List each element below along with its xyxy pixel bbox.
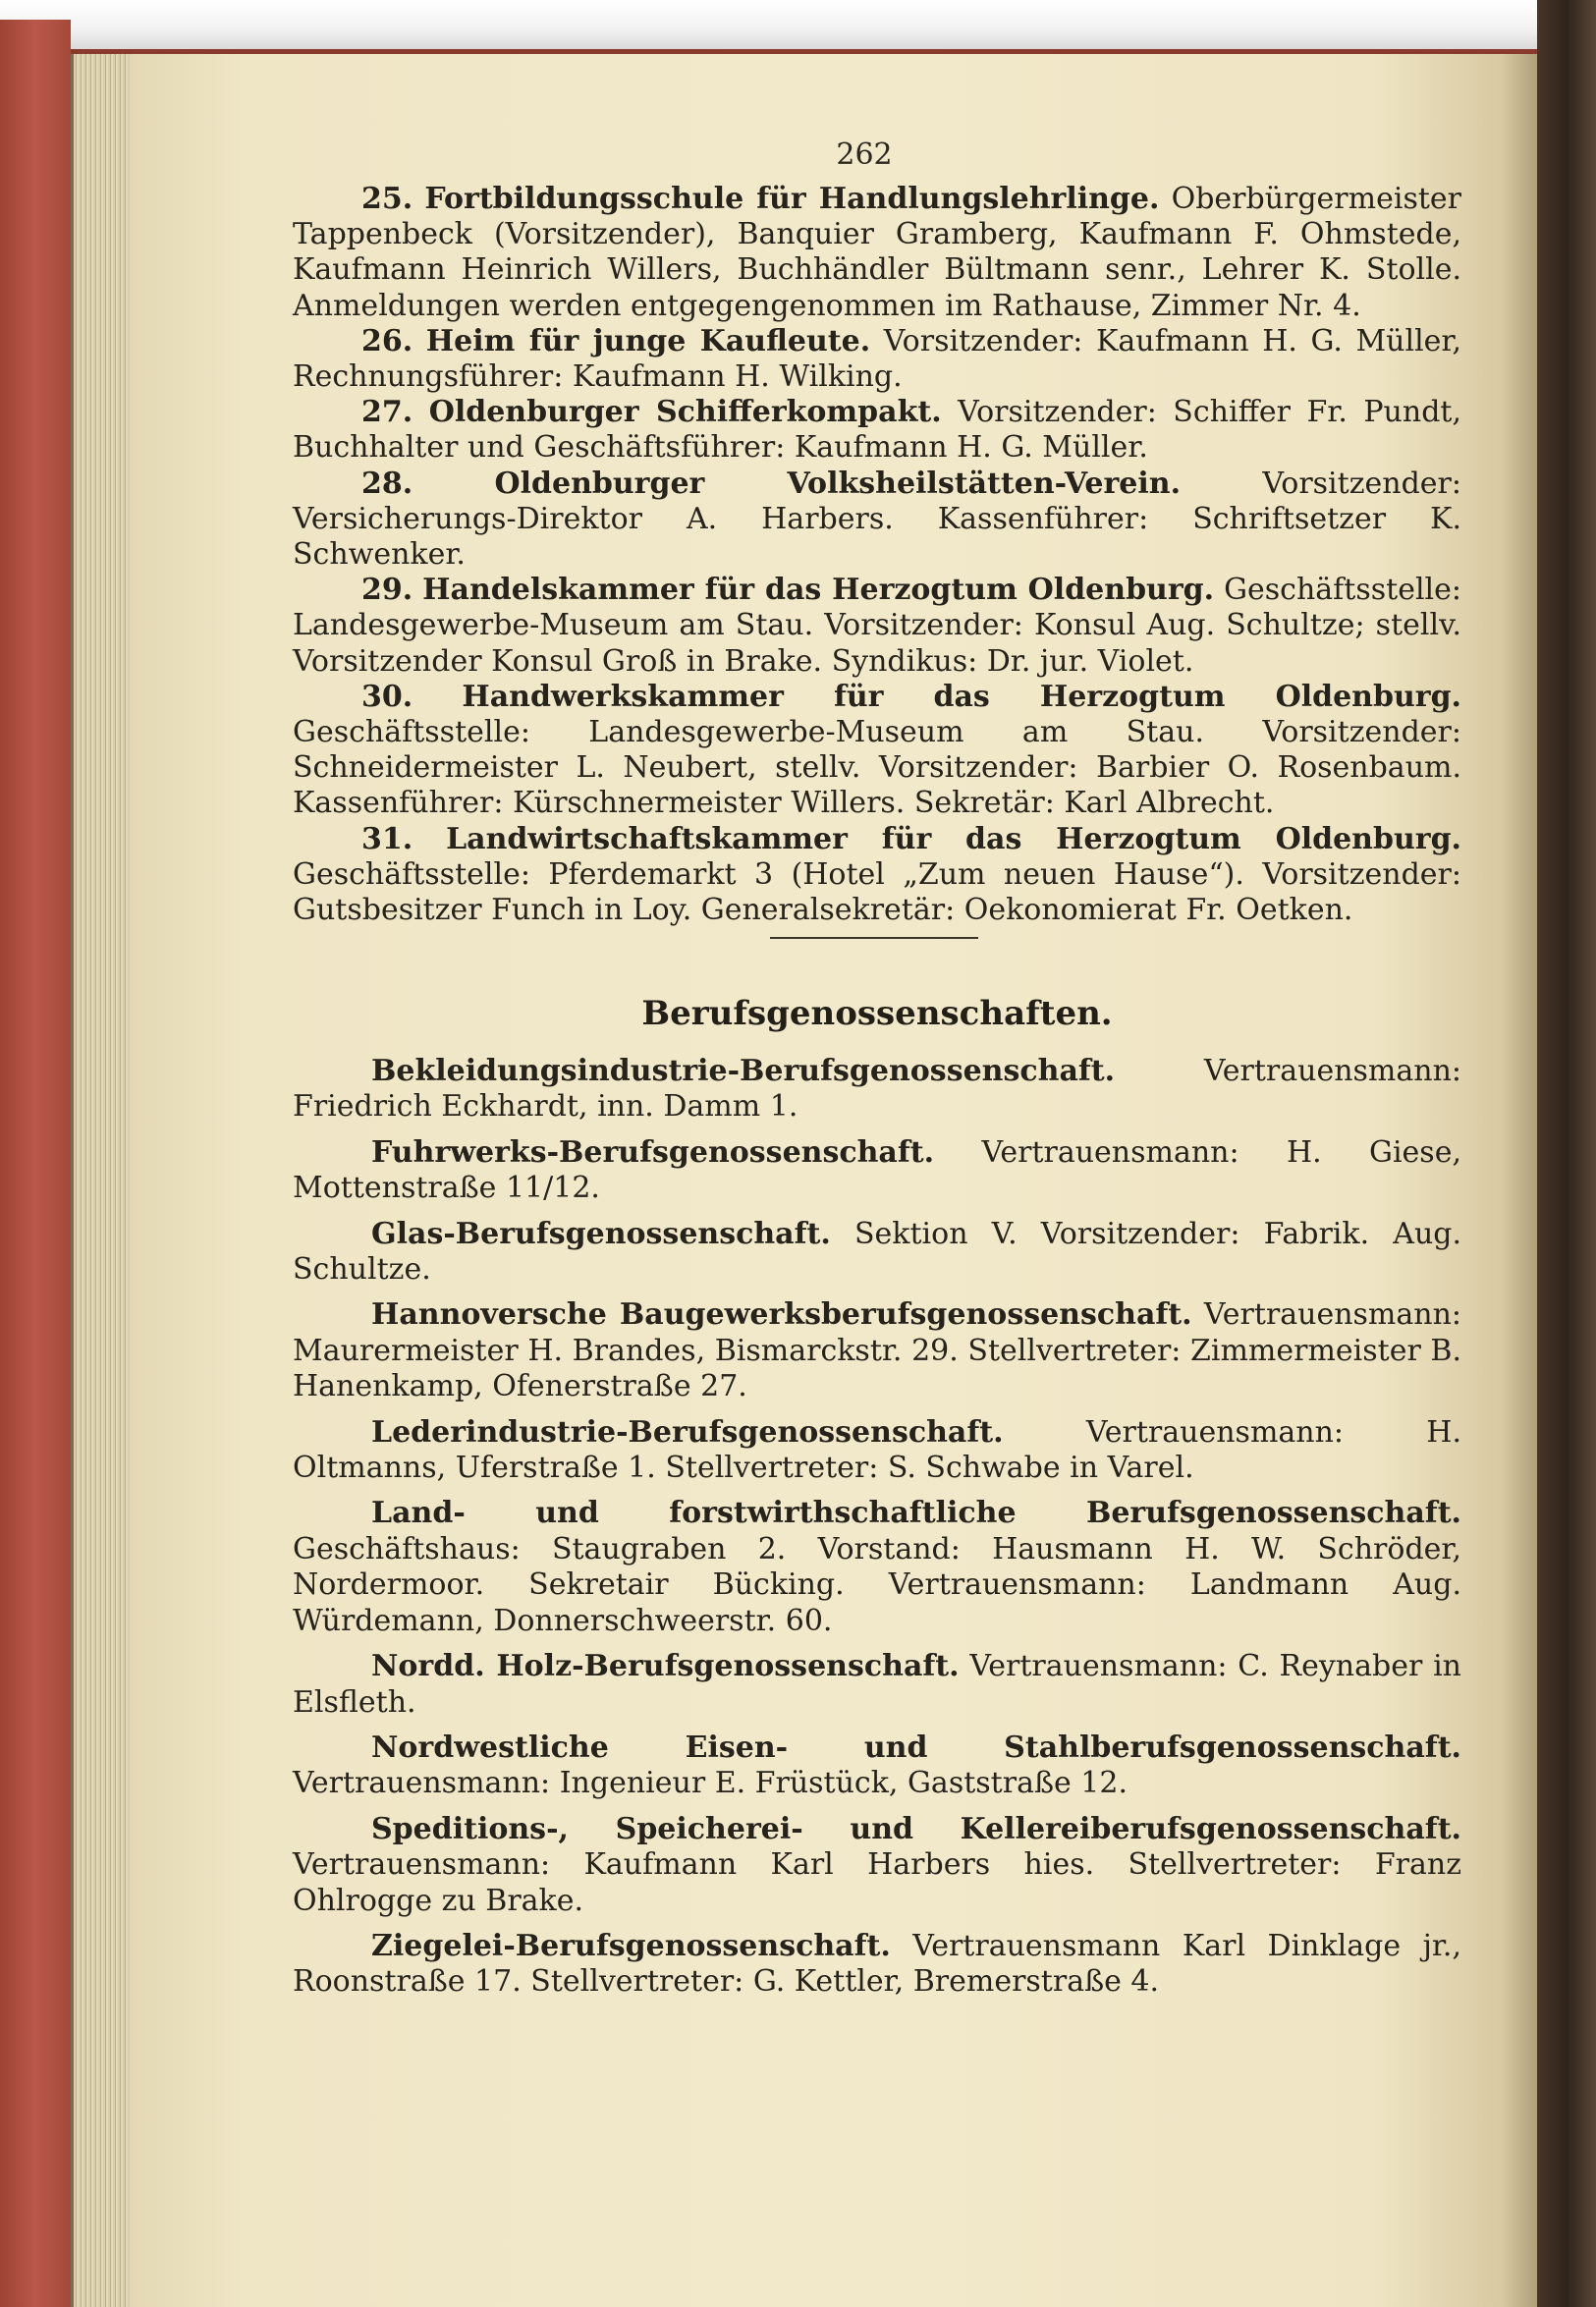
entry-name: Landwirtschaftskammer für das Herzogtum Oldenburg. <box>446 821 1461 856</box>
association-text: Vertrauensmann Karl Dinklage jr., Roonstraße 17. Stellvertreter: G. Kettler, Bremerstraße 4. <box>293 1928 1461 2000</box>
list-item <box>293 1929 1461 2001</box>
association-name: Nordwestliche Eisen- und Stahlberufsgenossenschaft. <box>371 1730 1461 1765</box>
list-item <box>293 1054 1461 1126</box>
association-text: Vertrauensmann: Kaufmann Karl Harbers hies. Stellvertreter: Franz Ohlrogge zu Brake. <box>293 1847 1461 1918</box>
entry-30 <box>293 680 1461 822</box>
list-item <box>293 1217 1461 1289</box>
book-gutter <box>1537 0 1596 2307</box>
association-list <box>293 1054 1461 2010</box>
entry-name: Handwerkskammer für das Herzogtum Oldenburg. <box>462 679 1461 714</box>
list-item <box>293 1496 1461 1639</box>
section-divider <box>770 937 978 939</box>
list-item <box>293 1135 1461 1207</box>
entry-name: Handelskammer für das Herzogtum Oldenburg. <box>422 573 1215 608</box>
entry-text: Oberbürgermeister Tappenbeck (Vorsitzender), Banquier Gramberg, Kaufmann F. Ohmstede, Kaufmann Heinrich Willers, Buchhändler Bültmann senr., Lehrer K. Stolle. Anmeldungen werden entgegengenommen im Rathause, Zimmer Nr. 4. <box>293 182 1461 323</box>
association-text: Sektion V. Vorsitzender: Fabrik. Aug. Schultze. <box>293 1216 1461 1288</box>
association-name: Lederindustrie-Berufsgenossenschaft. <box>371 1414 1004 1450</box>
entry-text: Geschäftsstelle: Landesgewerbe-Museum am Stau. Vorsitzender: Konsul Aug. Schultze; stellv. Vorsitzender Konsul Groß in Brake. Syndikus: Dr. jur. Violet. <box>293 573 1461 679</box>
entry-26 <box>293 324 1461 395</box>
entry-number: 29. <box>361 573 413 608</box>
entry-name: Oldenburger Volksheilstätten-Verein. <box>494 466 1182 501</box>
entry-31 <box>293 822 1461 929</box>
association-text: Geschäftshaus: Staugraben 2. Vorstand: Hausmann H. W. Schröder, Nordermoor. Sekretair Bücking. Vertrauensmann: Landmann Aug. Würdemann, Donnerschweerstr. 60. <box>293 1531 1461 1638</box>
book-cover-top <box>0 0 1596 49</box>
entry-28 <box>293 467 1461 574</box>
entry-29 <box>293 573 1461 680</box>
entry-number: 30. <box>361 679 413 714</box>
association-name: Glas-Berufsgenossenschaft. <box>371 1216 831 1251</box>
association-text: Vertrauensmann: C. Reynaber in Elsfleth. <box>293 1649 1461 1720</box>
association-text: Vertrauensmann: H. Oltmanns, Uferstraße 1. Stellvertreter: S. Schwabe in Varel. <box>293 1414 1461 1486</box>
book-cover-left <box>0 20 71 2307</box>
entry-name: Heim für junge Kaufleute. <box>425 323 871 358</box>
numbered-entries <box>293 182 1461 928</box>
entry-25 <box>293 182 1461 324</box>
entry-number: 25. <box>361 182 413 216</box>
entry-name: Oldenburger Schifferkompakt. <box>428 395 942 430</box>
entry-text: Geschäftsstelle: Landesgewerbe-Museum am Stau. Vorsitzender: Schneidermeister L. Neubert, stellv. Vorsitzender: Barbier O. Rosenbaum. Kassenführer: Kürschnermeister Willers. Sekretär: Karl Albrecht. <box>293 715 1461 821</box>
section-heading: Berufsgenossenschaften. <box>641 994 1113 1033</box>
list-item <box>293 1415 1461 1487</box>
list-item <box>293 1297 1461 1404</box>
page-edges <box>71 54 133 2307</box>
association-text: Vertrauensmann: Friedrich Eckhardt, inn. Damm 1. <box>293 1054 1461 1125</box>
entry-text: Vorsitzender: Schiffer Fr. Pundt, Buchhalter und Geschäftsführer: Kaufmann H. G. Müller. <box>293 395 1461 466</box>
association-name: Bekleidungsindustrie-Berufsgenossenschaft. <box>371 1054 1116 1088</box>
association-text: Vertrauensmann: Maurermeister H. Brandes, Bismarckstr. 29. Stellvertreter: Zimmermeister B. Hanenkamp, Ofenerstraße 27. <box>293 1297 1461 1404</box>
entry-text: Vorsitzender: Kaufmann H. G. Müller, Rechnungsführer: Kaufmann H. Wilking. <box>293 323 1462 395</box>
list-item <box>293 1812 1461 1919</box>
association-name: Speditions-, Speicherei- und Kellereiberufsgenossenschaft. <box>371 1811 1461 1846</box>
association-name: Land- und forstwirthschaftliche Berufsgenossenschaft. <box>371 1496 1461 1531</box>
association-name: Nordd. Holz-Berufsgenossenschaft. <box>371 1649 960 1684</box>
entry-number: 31. <box>361 821 413 856</box>
entry-name: Fortbildungsschule für Handlungslehrlinge. <box>424 182 1160 216</box>
entry-number: 28. <box>361 466 413 501</box>
list-item <box>293 1730 1461 1802</box>
association-text: Vertrauensmann: H. Giese, Mottenstraße 11/12. <box>293 1134 1461 1206</box>
entry-text: Geschäftsstelle: Pferdemarkt 3 (Hotel „Zum neuen Hause“). Vorsitzender: Gutsbesitzer Funch in Loy. Generalsekretär: Oekonomierat Fr. Oetken. <box>293 856 1461 928</box>
list-item <box>293 1649 1461 1721</box>
association-text: Vertrauensmann: Ingenieur E. Früstück, Gaststraße 12. <box>293 1766 1128 1801</box>
association-name: Ziegelei-Berufsgenossenschaft. <box>371 1928 891 1963</box>
entry-27 <box>293 395 1461 466</box>
page-number: 262 <box>836 137 893 172</box>
association-name: Fuhrwerks-Berufsgenossenschaft. <box>371 1134 935 1170</box>
entry-text: Vorsitzender: Versicherungs-Direktor A. Harbers. Kassenführer: Schriftsetzer K. Schwenker. <box>293 466 1461 573</box>
association-name: Hannoversche Baugewerksberufsgenossenschaft. <box>371 1297 1192 1333</box>
entry-number: 27. <box>361 395 413 430</box>
entry-number: 26. <box>361 323 413 358</box>
